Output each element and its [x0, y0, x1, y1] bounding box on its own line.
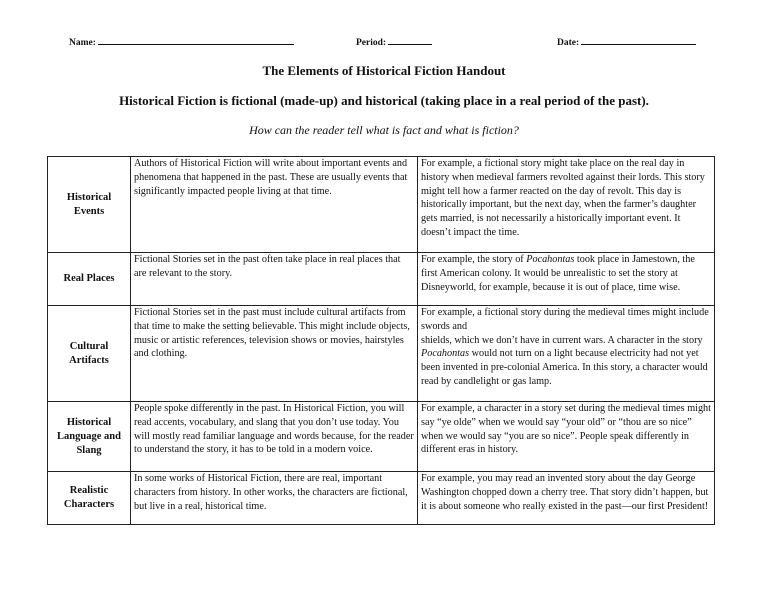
table-row [48, 472, 715, 525]
row-label: Historical Language and Slang [48, 402, 131, 472]
guiding-question: How can the reader tell what is fact and what is fiction? [249, 123, 519, 137]
row-label: Historical Events [48, 157, 131, 253]
example-text: would not turn on a light because electricity had not yet been invented in pre-colonial America. In this story, a character would read by candlelight or gas lamp. [421, 348, 708, 387]
row-label: Realistic Characters [48, 472, 131, 525]
name-blank-line [98, 35, 294, 45]
row-label: Cultural Artifacts [48, 306, 131, 402]
handout-subtitle: Historical Fiction is fictional (made-up) and historical (taking place in a real period of the past). [119, 93, 649, 108]
row-description: Fictional Stories set in the past must include cultural artifacts from that time to make the setting believable. This might include objects, music or artistic references, television shows or movies, hairstyles and clothing. [131, 306, 418, 402]
period-label: Period: [356, 38, 387, 48]
row-example [418, 306, 715, 402]
date-label: Date: [557, 38, 580, 48]
example-title-italic: Pocahontas [421, 348, 470, 360]
date-field [557, 35, 696, 48]
row-label: Real Places [48, 253, 131, 306]
name-label: Name: [69, 38, 96, 48]
period-blank-line [388, 35, 432, 45]
row-example: For example, a fictional story might take place on the real day in history when medieval farmers revolted against their lords. This story might tell how a farmer reacted on the day of revolt. This day is historically important, but the next day, when the farmer’s daughter gets married, is not necessarily a historically important event. It doesn’t impact the time. [418, 157, 715, 253]
example-title-italic: Pocahontas [526, 254, 575, 265]
row-description: In some works of Historical Fiction, there are real, important characters from history. In other works, the characters are fictional, but live in a real, historical time. [131, 472, 418, 525]
example-text: took place in Jamestown, the first American colony. It would be unrealistic to set the story at Disneyworld, for example, because it is out of place, time wise. [421, 254, 695, 293]
example-text: For example, the story of [421, 254, 527, 265]
name-field [69, 35, 294, 48]
date-blank-line [581, 35, 696, 45]
header-fields [0, 35, 768, 51]
row-description: People spoke differently in the past. In Historical Fiction, you will read accents, vocabulary, and slang that you don’t use today. You will mostly read familiar language and words because, for the reader to understand the story, it has to be told in a modern voice. [131, 402, 418, 472]
example-text: For example, a fictional story during the medieval times might include swords and [421, 307, 709, 332]
example-text: shields, which we don’t have in current wars. A character in the story [421, 334, 703, 346]
row-description: Fictional Stories set in the past often take place in real places that are relevant to the story. [131, 253, 418, 306]
table-row [48, 402, 715, 472]
row-example [418, 253, 715, 306]
row-example: For example, you may read an invented story about the day George Washington chopped down a cherry tree. That story didn’t happen, but it is about someone who really existed in the past—our first President! [418, 472, 715, 525]
table-row [48, 306, 715, 402]
row-example: For example, a character in a story set during the medieval times might say “ye olde” when we would say “your old” or “thou are so nice” when we would say “you are so nice”. People speak differently in different eras in history. [418, 402, 715, 472]
handout-title: The Elements of Historical Fiction Handout [262, 63, 506, 78]
row-description: Authors of Historical Fiction will write about important events and phenomena that happened in the past. These are usually events that significantly impacted people living at that time. [131, 157, 418, 253]
table-row [48, 253, 715, 306]
elements-table [47, 156, 715, 525]
table-row [48, 157, 715, 253]
period-field [356, 35, 432, 48]
